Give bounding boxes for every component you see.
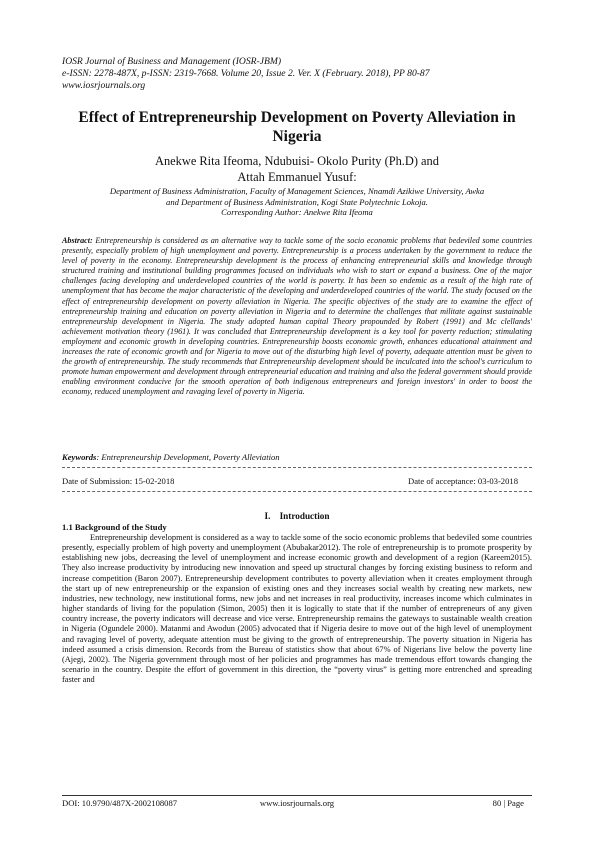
acceptance-date: Date of acceptance: 03-03-2018 — [408, 476, 518, 486]
affiliation-line-1: Department of Business Administration, Faculty of Management Sciences, Nnamdi Azikiwe University, Awka — [109, 186, 485, 196]
page-footer — [62, 798, 532, 808]
page-number: 80 | Page — [492, 798, 524, 808]
keywords — [62, 452, 532, 462]
author-list — [62, 154, 532, 185]
divider-top — [62, 467, 532, 468]
keywords-text: : Entrepreneurship Development, Poverty Alleviation — [96, 452, 280, 462]
journal-issn: e-ISSN: 2278-487X, p-ISSN: 2319-7668. Volume 20, Issue 2. Ver. X (February. 2018), PP 80-87 — [62, 68, 430, 79]
footer-rule — [62, 795, 532, 796]
submission-date: Date of Submission: 15-02-2018 — [62, 476, 175, 486]
divider-bottom — [62, 491, 532, 492]
authors-line-1: Anekwe Rita Ifeoma, Ndubuisi- Okolo Purity (Ph.D) and — [155, 154, 439, 168]
section-heading: I. Introduction — [264, 511, 330, 521]
abstract-label: Abstract: — [62, 236, 93, 245]
dates-row — [62, 476, 532, 486]
journal-url[interactable]: www.iosrjournals.org — [62, 80, 146, 91]
keywords-label: Keywords — [62, 452, 97, 462]
authors-line-2: Attah Emmanuel Yusuf: — [237, 169, 357, 184]
footer-doi: DOI: 10.9790/487X-2002108087 — [62, 798, 178, 808]
subsection-heading: 1.1 Background of the Study — [62, 522, 167, 532]
footer-url[interactable]: www.iosrjournals.org — [259, 798, 335, 808]
corresponding-author: Corresponding Author: Anekwe Rita Ifeoma — [221, 207, 373, 218]
abstract-text: Entrepreneurship is considered as an alternative way to tackle some of the socio economic problems that bedeviled some countries presently, especially problem of high unemployment and poverty. Entrepreneurship is a process undertaken by the government to reduce the level of poverty in the economy. Entrepreneurship development is the process of enhancing entrepreneurial skills and knowledge through structured training and institutional building programmes focused on individuals who wish to start or expand a business. One of the major challenges facing developing and underdeveloped countries of the world is poverty. It has been so endemic as a result of the high rate of unemployment that has become the major characteristic of the developing and underdeveloped countries of the world. The study focused on the effect of entrepreneurship development on poverty alleviation in Nigeria. The specific objectives of the study are to examine the effect of entrepreneurship training and education on poverty alleviation in Nigeria and to determine the challenges that militate against sustainable entrepreneurship development in Nigeria. The study adopted human capital Theory propounded by Robert (1991) and Mc clellands' achievement motivation theory (1961). It was concluded that Entrepreneurship development is a key tool for poverty reduction; stimulating employment and economic growth in developing countries. Entrepreneurship boosts economic growth, enhances educational attainment and increases the rate of economic growth and for Nigeria to move out of the disturbing high level of poverty, adequate attention must be given to the growth of entrepreneurship. The study recommends that Entrepreneurship development should be inculcated into the school's curriculum to promote human empowerment and development through entrepreneurial education and training and also the federal government should provide enabling environment conducive for the smooth operation of both indigenous entrepreneurs and foreign investors' in order to boost the economy, reduced unemployment and ravaging level of poverty in Nigeria. — [62, 236, 532, 397]
paper-title: Effect of Entrepreneurship Development on Poverty Alleviation in Nigeria — [78, 109, 516, 145]
affiliation — [62, 186, 532, 218]
abstract — [62, 236, 532, 398]
journal-name: IOSR Journal of Business and Management (IOSR-JBM) — [62, 56, 282, 67]
body-paragraph: Entrepreneurship development is considered as a way to tackle some of the socio economic problems that bedeviled some countries presently, especially problem of high poverty and unemployment (Abubakar2012). The role of entrepreneurship is to promote prosperity by establishing new jobs, decreasing the level of unemployment and increase economic growth and development of a region (Kareem2015). They also increase productivity by introducing new innovation and speed up structural changes by forcing existing business to reform and increase competition (Baron 2007). Entrepreneurship development contributes to poverty alleviation when it creates employment through the start up of new entrepreneurship or the expansion of existing ones and they increases social wealth by creating new markets, new industries, new technology, new institutional forms, new jobs and net increases in real productivity, increases income which culminates in higher standards of living for the population (Simon, 2005) then it is logically to state that if the number of entrepreneurs of any given country increase, the poverty indicators will decrease and vice verse. Entrepreneurship remains the gateways to sustainable wealth creation in Nigeria (Ogundele 2000). Matanmi and Awodun (2005) advocated that if Nigeria desire to move out of the high level of unemployment and ravaging level of poverty, adequate attention must be giving to the growth of entrepreneurship. The poverty situation in Nigeria has indeed assumed a crisis dimension. Records from the Bureau of statistics show that about 67% of Nigerians live below the poverty line (Ajegi, 2002). The Nigeria government through most of her policies and programmes has made tremendous effort towards changing the scenario in the country. Despite the effort of government in this direction, the “poverty virus” is getting more entrenched and spreading faster and — [62, 533, 532, 685]
affiliation-line-2: and Department of Business Administration, Kogi State Polytechnic Lokoja. — [166, 196, 428, 207]
